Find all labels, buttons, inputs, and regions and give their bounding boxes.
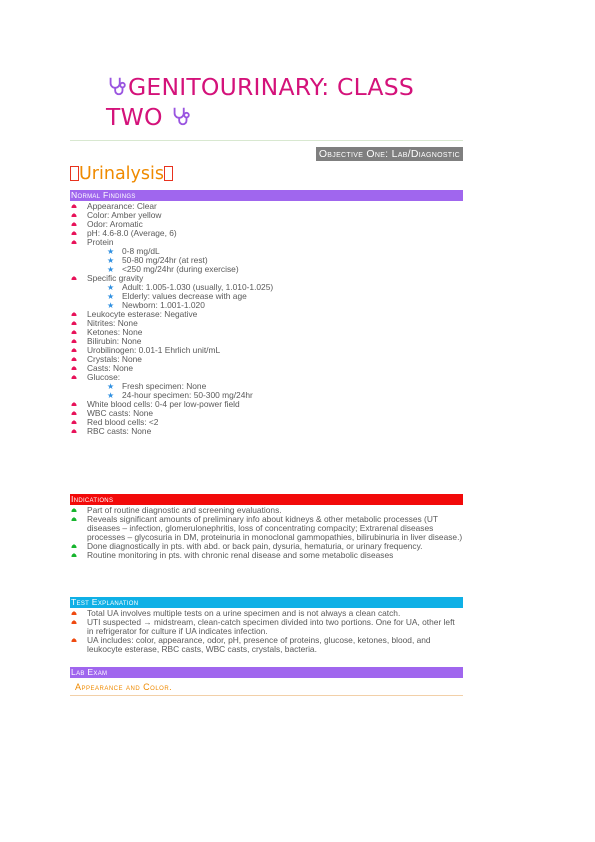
sub-list-item-text: 24-hour specimen: 50-300 mg/24hr [122,390,253,400]
list-item-text: Part of routine diagnostic and screening evaluations. [87,505,282,515]
star-icon: ★ [107,301,115,310]
list-item-text: Routine monitoring in pts. with chronic renal disease and some metabolic diseases [87,550,394,560]
star-icon: ★ [107,265,115,274]
section-heading [70,162,173,186]
test-explanation-list [70,609,463,654]
indications-list [70,506,463,560]
sub-list-item-text: Adult: 1.005-1.030 (usually, 1.010-1.025) [122,282,274,292]
list-item-text: RBC casts: None [87,426,152,436]
stethoscope-icon [106,75,128,97]
box-glyph-icon [70,166,79,181]
star-icon: ★ [107,292,115,301]
star-icon: ★ [107,391,115,400]
list-item-text: UA includes: color, appearance, odor, pH, presence of proteins, glucose, ketones, blood, and leukocyte esterase, RBC casts, WBC casts, crystals, bacteria. [87,635,431,654]
sub-list-item-text: 50-80 mg/24hr (at rest) [122,255,208,265]
list-item [70,551,463,560]
lab-exam-subheading: Appearance and Color. [75,682,173,692]
bullet-icon [71,508,77,512]
bullet-icon [71,620,77,624]
bullet-icon [71,553,77,557]
normal-findings-list [70,202,463,436]
title-divider [70,140,463,141]
list-item-text: Glucose: [87,372,121,382]
normal-findings-header: Normal Findings [70,190,463,201]
list-item-text: Odor: Aromatic [87,219,143,229]
bullet-icon [71,240,77,244]
stethoscope-icon [170,105,192,127]
sub-list [70,283,463,310]
list-item-text: UTI suspected → midstream, clean-catch specimen divided into two portions. One for UA, other left in refrigerator for culture if UA indicates infection. [87,617,455,636]
indications-header: Indications [70,494,463,505]
bullet-icon [71,544,77,548]
bullet-icon [71,429,77,433]
list-item-text: Protein [87,237,114,247]
sub-list-item-text: Newborn: 1.001-1.020 [122,300,205,310]
bullet-icon [71,638,77,642]
list-item-text: Specific gravity [87,273,144,283]
bullet-icon [71,312,77,316]
list-item-text: Nitrites: None [87,318,138,328]
list-item-text: Leukocyte esterase: Negative [87,309,198,319]
title-line-2: TWO [106,103,163,131]
title-line-1: GENITOURINARY: CLASS [128,73,414,101]
bullet-icon [71,420,77,424]
bullet-icon [71,222,77,226]
list-item [70,427,463,436]
test-explanation-header: Test Explanation [70,597,463,608]
bullet-icon [71,330,77,334]
sub-list-item-text: Fresh specimen: None [122,381,207,391]
bullet-icon [71,366,77,370]
list-item-text: Red blood cells: <2 [87,417,159,427]
star-icon: ★ [107,283,115,292]
list-item-text: Done diagnostically in pts. with abd. or back pain, dysuria, hematuria, or urinary frequency. [87,541,423,551]
list-item [70,229,463,238]
bullet-icon [71,402,77,406]
bullet-icon [71,231,77,235]
bullet-icon [71,375,77,379]
bullet-icon [71,348,77,352]
bullet-icon [71,276,77,280]
star-icon: ★ [107,382,115,391]
list-item [70,636,463,654]
document-title [106,72,466,132]
bullet-icon [71,321,77,325]
list-item-text: White blood cells: 0-4 per low-power field [87,399,240,409]
list-item-text: Crystals: None [87,354,142,364]
bullet-icon [71,411,77,415]
list-item-text: Total UA involves multiple tests on a urine specimen and is not always a clean catch. [87,608,401,618]
list-item-text: Ketones: None [87,327,143,337]
subheading-divider [70,695,463,696]
lab-exam-header: Lab Exam [70,667,463,678]
bullet-icon [71,517,77,521]
bullet-icon [71,339,77,343]
list-item [70,364,463,373]
list-item [70,618,463,636]
bullet-icon [71,611,77,615]
list-item [70,515,463,542]
sub-list-item-text: 0-8 mg/dL [122,246,160,256]
list-item-text: Urobilinogen: 0.01-1 Ehrlich unit/mL [87,345,221,355]
list-item-text: WBC casts: None [87,408,154,418]
objective-banner: Objective One: Lab/Diagnostic [316,147,463,161]
bullet-icon [71,213,77,217]
list-item-text: Color: Amber yellow [87,210,162,220]
bullet-icon [71,357,77,361]
list-item-text: Appearance: Clear [87,201,157,211]
bullet-icon [71,204,77,208]
list-item-text: Reveals significant amounts of preliminary info about kidneys & other metabolic processes (UT diseases – infection, glomerulonephritis, loss of concentrating compacity; Extrarenal diseases processes – glycosuria in DM, proteinuria in monoclonal gammopathies, bilirubinuria in liver disease.) [87,514,463,542]
section-heading-text: Urinalysis [79,164,164,184]
sub-list [70,247,463,274]
sub-list-item-text: Elderly: values decrease with age [122,291,247,301]
star-icon: ★ [107,247,115,256]
box-glyph-icon [164,166,173,181]
sub-list [70,382,463,400]
star-icon: ★ [107,256,115,265]
list-item-text: Casts: None [87,363,134,373]
list-item-text: pH: 4.6-8.0 (Average, 6) [87,228,177,238]
list-item-text: Bilirubin: None [87,336,142,346]
sub-list-item-text: <250 mg/24hr (during exercise) [122,264,239,274]
